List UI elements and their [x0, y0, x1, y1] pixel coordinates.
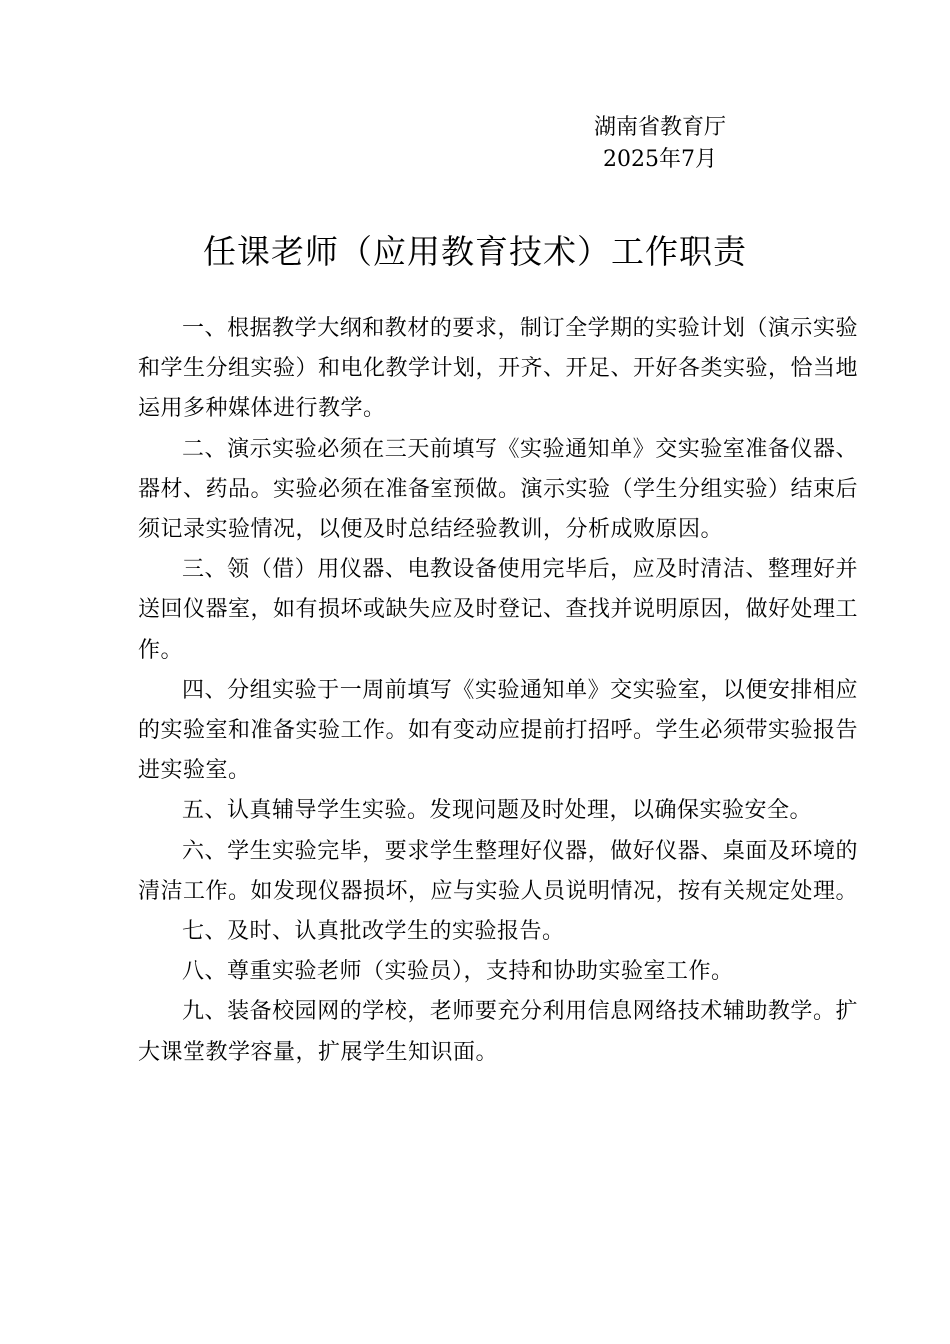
duty-item-2: 二、演示实验必须在三天前填写《实验通知单》交实验室准备仪器、器材、药品。实验必须在准备室预做。演示实验（学生分组实验）结束后须记录实验情况，以便及时总结经验教训，分析成败原因。: [138, 436, 859, 543]
document-title: 任课老师（应用教育技术）工作职责: [203, 232, 747, 271]
issuer-name: 湖南省教育厅: [593, 115, 726, 140]
issue-date: 2025年7月: [603, 147, 717, 172]
document-header: [560, 112, 760, 176]
duty-item-4: 四、分组实验于一周前填写《实验通知单》交实验室，以便安排相应的实验室和准备实验工作。如有变动应提前打招呼。学生必须带实验报告进实验室。: [138, 677, 859, 784]
duty-item-5: 五、认真辅导学生实验。发现问题及时处理，以确保实验安全。: [182, 798, 813, 824]
duty-item-9: 九、装备校园网的学校，老师要充分利用信息网络技术辅助教学。扩大课堂教学容量，扩展学生知识面。: [138, 999, 858, 1065]
document-body: [138, 309, 858, 1073]
duty-item-7: 七、及时、认真批改学生的实验报告。: [182, 919, 565, 945]
duty-item-6: 六、学生实验完毕，要求学生整理好仪器，做好仪器、桌面及环境的清洁工作。如发现仪器损坏，应与实验人员说明情况，按有关规定处理。: [138, 838, 859, 904]
duty-item-8: 八、尊重实验老师（实验员），支持和协助实验室工作。: [182, 959, 734, 985]
duty-item-1: 一、根据教学大纲和教材的要求，制订全学期的实验计划（演示实验和学生分组实验）和电化教学计划，开齐、开足、开好各类实验，恰当地运用多种媒体进行教学。: [138, 316, 859, 422]
duty-item-3: 三、领（借）用仪器、电教设备使用完毕后，应及时清洁、整理好并送回仪器室，如有损坏或缺失应及时登记、查找并说明原因，做好处理工作。: [138, 557, 859, 663]
